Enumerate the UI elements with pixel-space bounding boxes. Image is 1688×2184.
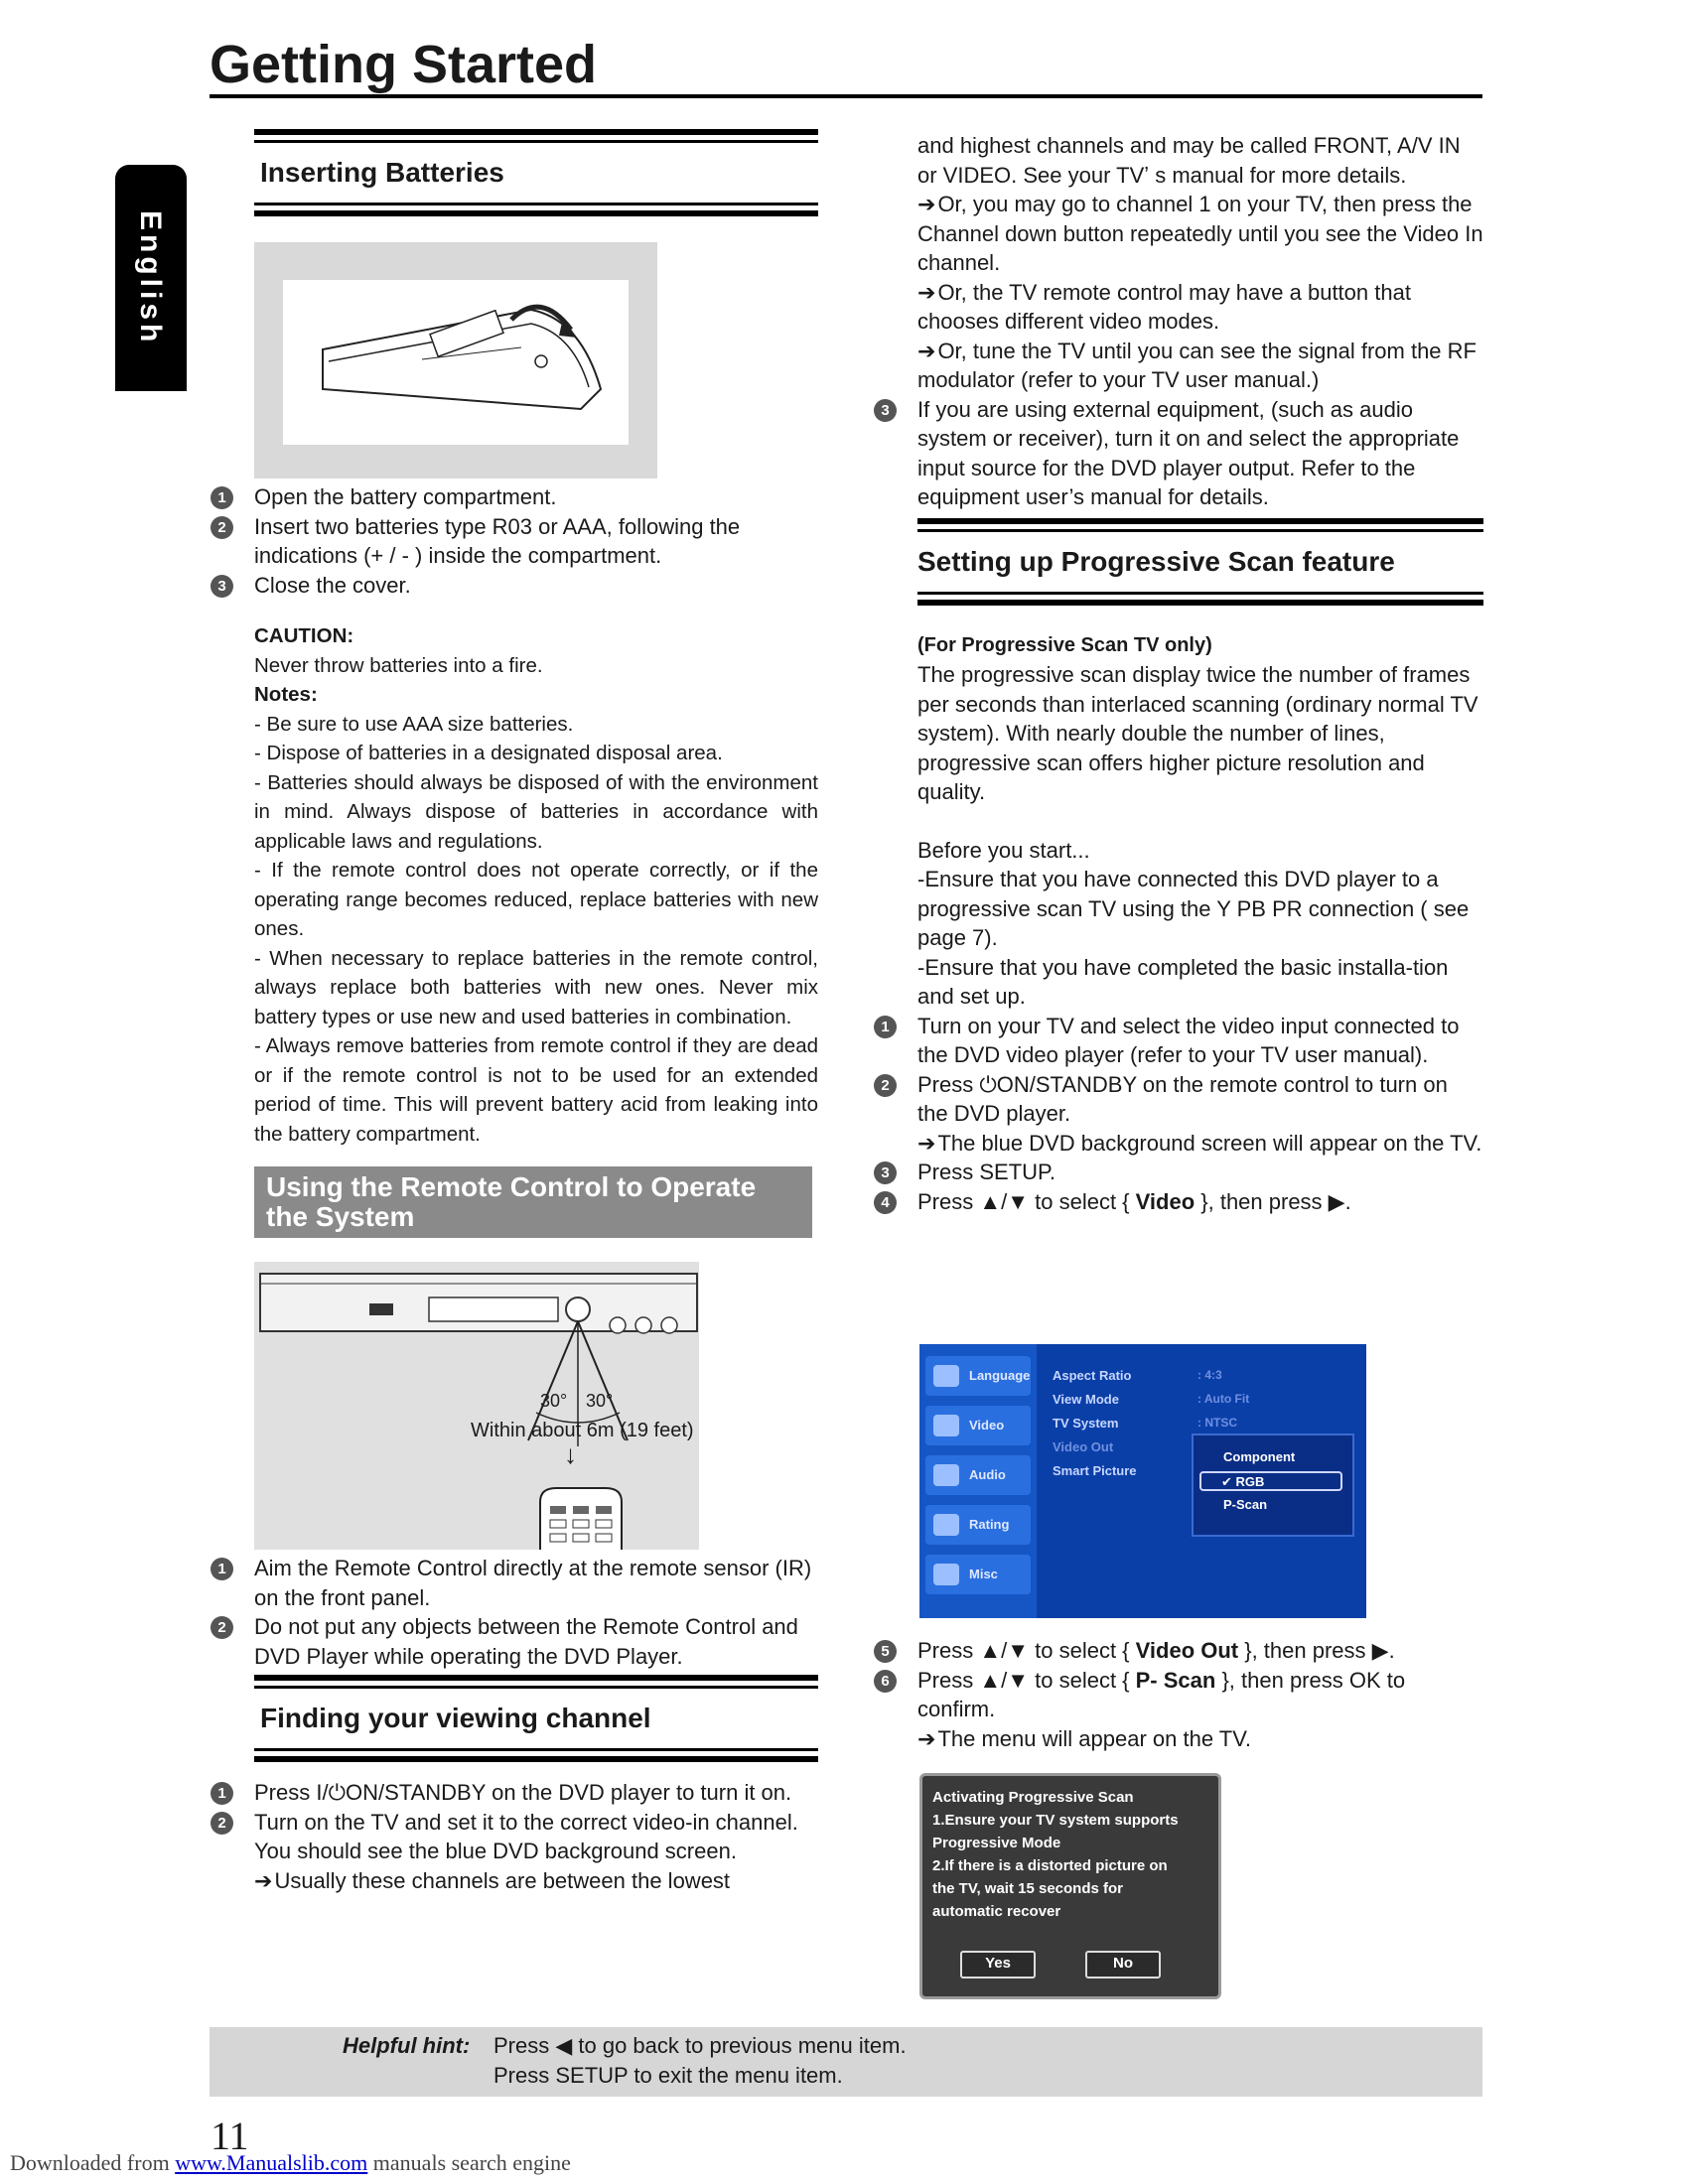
menu-item-video: Video (925, 1406, 1031, 1445)
list-item: 2 Insert two batteries type R03 or AAA, following the indications (+ / - ) inside the compartment. (254, 512, 818, 571)
note-item: - Dispose of batteries in a designated disposal area. (254, 742, 723, 764)
download-footer: Downloaded from www.Manualslib.com manuals search engine (10, 2150, 571, 2175)
list-item: 3 Close the cover. (254, 571, 818, 601)
batteries-heading: Inserting Batteries (260, 157, 504, 188)
list-item: 2 Press ⏻ON/STANDBY on the remote control to turn on the DVD player. (917, 1070, 1483, 1129)
menu-option: Aspect Ratio (1053, 1368, 1132, 1383)
before-start: Before you start... (917, 837, 1090, 863)
dialog-line: 1.Ensure your TV system supports (932, 1812, 1179, 1829)
notes-label: Notes: (254, 683, 318, 706)
menu-option: View Mode (1053, 1392, 1119, 1407)
note-item: - Batteries should always be disposed of with the environment in mind. Always dispose of batteries in accordance with applicable laws and regulations. (254, 770, 818, 853)
remote-range-illustration (254, 1262, 699, 1550)
menu-option: Smart Picture (1053, 1463, 1137, 1478)
alt-tip: ➔ Or, tune the TV until you can see the signal from the RF modulator (refer to your TV user manual.) (917, 337, 1483, 395)
list-item: 1 Turn on your TV and select the video input connected to the DVD video player (refer to your TV user manual). (917, 1012, 1483, 1070)
note-item: - Always remove batteries from remote control if they are dead or if the remote control is not to be used for an extended period of time. This will prevent battery acid from leaking into the battery compartment. (254, 1034, 818, 1146)
range-label: Within about 6m (19 feet) (471, 1420, 694, 1441)
list-item: 1 Aim the Remote Control directly at the remote sensor (IR) on the front panel. (254, 1554, 818, 1612)
section-rule (254, 1748, 818, 1762)
menu-option: TV System (1053, 1416, 1119, 1431)
dialog-line: Activating Progressive Scan (932, 1789, 1134, 1806)
list-item: 6 Press ▲/▼ to select { P- Scan }, then press OK to confirm. (917, 1666, 1483, 1724)
menu-sidebar (919, 1344, 1037, 1618)
note-item: - When necessary to replace batteries in the remote control, always replace both batteries with new ones. Never mix battery types or use new and used batteries in combination. (254, 946, 818, 1028)
section-rule (254, 1675, 818, 1689)
dialog-line: the TV, wait 15 seconds for (932, 1880, 1124, 1897)
list-item: 2 Turn on the TV and set it to the correct video-in channel. You should see the blue DVD background screen. (254, 1808, 818, 1866)
progressive-intro: The progressive scan display twice the number of frames per seconds than interlaced scanning (ordinary normal TV system). With nearly double the number of lines, progressive scan offers higher picture resolution and quality. (917, 662, 1478, 804)
power-icon: ⏻ (328, 1780, 346, 1805)
language-tab-label: English (134, 210, 167, 346)
audio-icon (933, 1464, 959, 1486)
language-icon (933, 1365, 959, 1387)
menu-option: Video Out (1053, 1439, 1114, 1454)
list-item: 3 If you are using external equipment, (such as audio system or receiver), turn it on and select the appropriate input source for the DVD player output. Refer to the equipment user’s manual for details. (917, 395, 1483, 512)
menu-item-language: Language (925, 1356, 1031, 1396)
note-item: - Be sure to use AAA size batteries. (254, 712, 574, 736)
title-rule (210, 94, 1482, 98)
dialog-line: automatic recover (932, 1903, 1061, 1920)
list-item: 5 Press ▲/▼ to select { Video Out }, then press ▶. (917, 1636, 1483, 1666)
list-item: ➔ The menu will appear on the TV. (917, 1724, 1483, 1754)
hint-line: Press SETUP to exit the menu item. (493, 2063, 843, 2088)
power-icon: ⏻ (979, 1071, 997, 1097)
right-column (881, 131, 1483, 1216)
remote-steps (217, 1554, 818, 1671)
section-rule (254, 203, 818, 216)
rating-icon (933, 1514, 959, 1536)
remote-control-icon (536, 1486, 626, 1550)
progressive-subhead: (For Progressive Scan TV only) (917, 633, 1212, 656)
setup-menu-screenshot (919, 1344, 1366, 1618)
misc-icon (933, 1564, 959, 1585)
dialog-line: 2.If there is a distorted picture on (932, 1857, 1168, 1874)
list-item: 3 Press SETUP. (917, 1158, 1483, 1187)
angle-right-label: 30° (586, 1391, 614, 1411)
left-column (217, 129, 818, 1895)
hint-line: Press ◀ to go back to previous menu item. (493, 2033, 907, 2058)
menu-value: : NTSC (1197, 1416, 1237, 1430)
channel-step3 (881, 395, 1483, 512)
battery-illustration (254, 242, 657, 478)
down-arrow-icon: ↓ (564, 1439, 577, 1469)
section-rule (917, 592, 1483, 606)
channel-heading: Finding your viewing channel (260, 1703, 651, 1733)
progressive-heading: Setting up Progressive Scan feature (917, 545, 1395, 577)
video-out-dropdown (1192, 1433, 1354, 1537)
page-number: 11 (211, 2114, 249, 2158)
channel-steps (217, 1778, 818, 1895)
no-button: No (1085, 1951, 1161, 1979)
section-rule (917, 518, 1483, 532)
ensure-connection: -Ensure that you have connected this DVD player to a progressive scan TV using the Y PB PR connection ( see page 7). (917, 867, 1470, 950)
language-tab (115, 165, 187, 391)
manualslib-link[interactable]: www.Manualslib.com (175, 2150, 368, 2175)
channel-note-continued: and highest channels and may be called FRONT, A/V IN or VIDEO. See your TVʼ s manual for more details. (917, 133, 1461, 188)
remote-heading: Using the Remote Control to Operate the System (254, 1166, 812, 1238)
list-item: ➔ Usually these channels are between the lowest (254, 1866, 818, 1896)
list-item: 1 Press I/⏻ON/STANDBY on the DVD player to turn it on. (254, 1778, 818, 1808)
section-rule (254, 129, 818, 143)
progressive-scan-dialog (919, 1773, 1221, 1999)
progressive-steps-cont (881, 1636, 1483, 1753)
video-icon (933, 1415, 959, 1436)
ensure-setup: -Ensure that you have completed the basic installa-tion and set up. (917, 954, 1449, 1009)
dialog-line: Progressive Mode (932, 1835, 1061, 1851)
menu-item-rating: Rating (925, 1505, 1031, 1545)
dropdown-option: P-Scan (1223, 1497, 1268, 1512)
dropdown-option: Component (1223, 1449, 1296, 1464)
angle-left-label: 30° (540, 1391, 568, 1411)
battery-steps (217, 482, 818, 600)
dropdown-option-selected: ✔ RGB (1199, 1471, 1342, 1491)
list-item: 4 Press ▲/▼ to select { Video }, then press ▶. (917, 1187, 1483, 1217)
right-column-lower (881, 1636, 1483, 1753)
note-item: - If the remote control does not operate correctly, or if the operating range becomes reduced, replace batteries with new ones. (254, 859, 818, 940)
list-item: 1 Open the battery compartment. (254, 482, 818, 512)
caution-text: Never throw batteries into a fire. (254, 653, 543, 677)
alt-tip: ➔ Or, the TV remote control may have a button that chooses different video modes. (917, 278, 1483, 337)
caution-block (254, 621, 818, 1149)
caution-label: CAUTION: (254, 624, 354, 647)
progressive-steps (881, 1012, 1483, 1217)
menu-item-misc: Misc (925, 1555, 1031, 1594)
remote-battery-icon (283, 280, 629, 445)
menu-value: : Auto Fit (1197, 1392, 1250, 1406)
menu-value: : 4:3 (1197, 1368, 1222, 1382)
hint-label: Helpful hint: (343, 2033, 471, 2058)
menu-item-audio: Audio (925, 1455, 1031, 1495)
alt-tip: ➔ Or, you may go to channel 1 on your TV, then press the Channel down button repeatedly until you see the Video In channel. (917, 190, 1483, 278)
yes-button: Yes (960, 1951, 1036, 1979)
helpful-hint-bar (210, 2027, 1482, 2097)
page-title: Getting Started (210, 35, 598, 94)
list-item: ➔ The blue DVD background screen will appear on the TV. (917, 1129, 1483, 1159)
list-item: 2 Do not put any objects between the Remote Control and DVD Player while operating the DVD Player. (254, 1612, 818, 1671)
